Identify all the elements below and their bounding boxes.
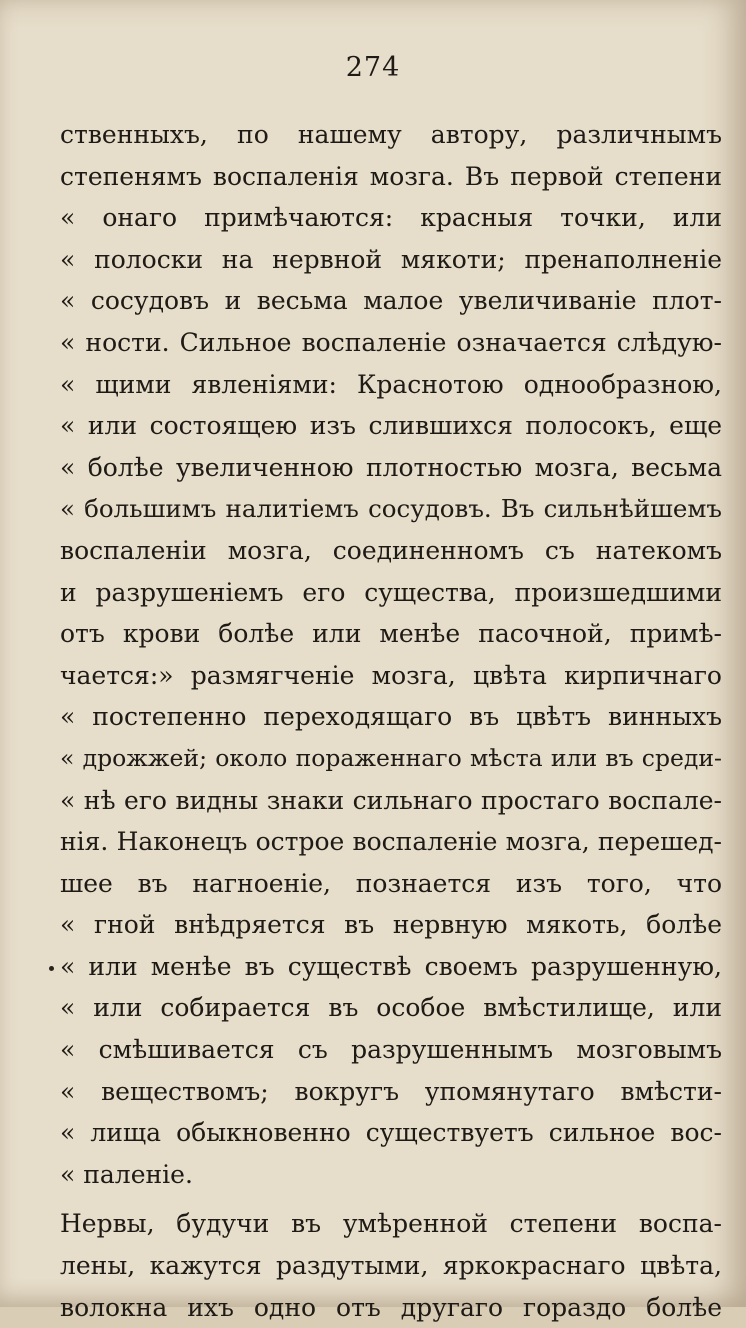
text-line: « или собирается въ особое вмѣстилище, или <box>60 993 722 1023</box>
text-line: « онаго примѣчаются: красныя точки, или <box>60 203 722 233</box>
text-line: « гной внѣдряется въ нервную мякоть, болѣе <box>60 910 722 940</box>
text-line: и разрушеніемъ его существа, произшедшими <box>60 577 722 607</box>
paragraph-gap <box>60 1195 722 1203</box>
text-line: « нѣ его видны знаки сильнаго простаго воспале- <box>60 785 722 815</box>
text-line: нія. Наконецъ острое воспаленіе мозга, перешед- <box>60 827 722 857</box>
text-line: волокна ихъ одно отъ другаго гораздо болѣе <box>60 1292 722 1322</box>
text-line: ственныхъ, по нашему автору, различнымъ <box>60 120 722 149</box>
text-line: « ности. Сильное воспаленіе означается слѣдую- <box>60 327 722 357</box>
text-line: « или менѣе въ существѣ своемъ разрушенную, <box>60 951 722 981</box>
text-line: « щими явленіями: Краснотою однообразною, <box>60 369 722 399</box>
text-line: « большимъ налитіемъ сосудовъ. Въ сильнѣйшемъ <box>60 494 722 524</box>
text-line: чается:» размягченіе мозга, цвѣта кирпичнаго <box>60 660 722 690</box>
text-line: « дрожжей; около пораженнаго мѣста или въ среди- <box>60 743 722 772</box>
page-text <box>60 114 722 1328</box>
text-line: отъ крови болѣе или менѣе пасочной, примѣ- <box>60 619 722 649</box>
text-line: « болѣе увеличенною плотностью мозга, весьма <box>60 452 722 482</box>
text-line: « веществомъ; вокругъ упомянутаго вмѣсти- <box>60 1076 722 1106</box>
ink-dot-mark <box>49 966 54 971</box>
text-line: « сосудовъ и весьма малое увеличиваніе плот- <box>60 286 722 316</box>
page-number: 274 <box>345 52 401 83</box>
text-line: лены, кажутся раздутыми, яркокраснаго цвѣта, <box>60 1251 722 1281</box>
text-line: шее въ нагноеніе, познается изъ того, что <box>60 868 722 898</box>
text-line: степенямъ воспаленія мозга. Въ первой степени <box>60 161 722 191</box>
text-line: « постепенно переходящаго въ цвѣтъ винныхъ <box>60 702 722 732</box>
text-line: « полоски на нервной мякоти; пренаполненіе <box>60 244 722 274</box>
text-line: « или состоящею изъ слившихся полосокъ, еще <box>60 411 722 441</box>
text-line: воспаленіи мозга, соединенномъ съ натекомъ <box>60 535 722 565</box>
paragraph-end-line: « паленіе. <box>60 1159 193 1189</box>
text-line: « лища обыкновенно существуетъ сильное вос- <box>60 1118 722 1148</box>
text-line: « смѣшивается съ разрушеннымъ мозговымъ <box>60 1035 722 1065</box>
text-line: Нервы, будучи въ умѣренной степени воспа- <box>60 1209 722 1239</box>
